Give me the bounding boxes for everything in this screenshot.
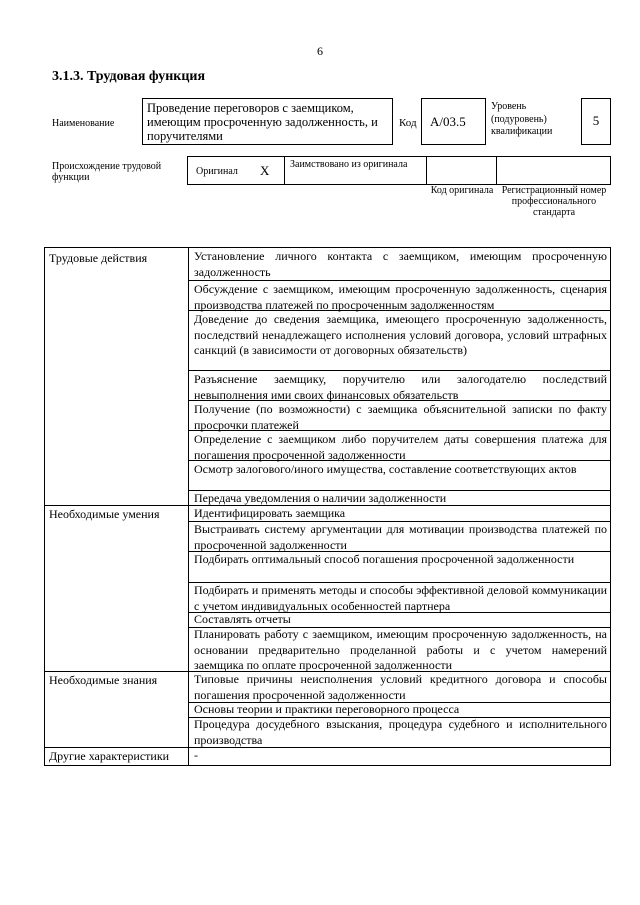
- name-label: Наименование: [52, 118, 115, 129]
- code-original-caption: Код оригинала: [430, 185, 494, 196]
- section-title: 3.1.3. Трудовая функция: [52, 69, 206, 84]
- labor-action-item: Определение с заемщиком либо поручителем даты совершения платежа для погашения просроченной задолженности: [194, 432, 607, 462]
- skill-item: Выстраивать систему аргументации для мотивации производства платежей по просроченной задолженности: [194, 522, 607, 552]
- labor-action-item: Передача уведомления о наличии задолженности: [194, 491, 447, 505]
- origin-row: [187, 156, 611, 185]
- original-label: Оригинал: [196, 166, 238, 177]
- knowledge-item: Типовые причины неисполнения условий кредитного договора и способы погашения просроченной задолженности: [194, 672, 607, 702]
- labor-action-item: Получение (по возможности) с заемщика объяснительной записки по факту просрочки платежей: [194, 402, 607, 432]
- page-number: 6: [317, 44, 323, 58]
- code-original-cell: [427, 157, 497, 184]
- skill-item: Подбирать и применять методы и способы эффективной деловой коммуникации с учетом индивидуальных особенностей партнера: [194, 583, 607, 613]
- knowledge-item: Процедура досудебного взыскания, процедура судебного и исполнительного производства: [194, 717, 607, 747]
- code-box: A/03.5: [421, 98, 486, 145]
- skill-item: Идентифицировать заемщика: [194, 506, 346, 520]
- labor-action-item: Установление личного контакта с заемщиком, имеющим просроченную задолженность: [194, 249, 607, 279]
- labor-actions-label: Трудовые действия: [49, 251, 148, 265]
- level-box: 5: [581, 98, 611, 145]
- labor-action-item: Обсуждение с заемщиком, имеющим просроченную задолженность, сценария производства платежей по просроченным задолженностям: [194, 282, 607, 312]
- borrowed-label: Заимствовано из оригинала: [290, 159, 408, 170]
- other-label: Другие характеристики: [49, 749, 170, 763]
- reg-number-caption: Регистрационный номер профессионального стандарта: [501, 185, 607, 218]
- origin-label: Происхождение трудовой функции: [52, 161, 162, 183]
- original-mark: X: [260, 163, 270, 178]
- labor-action-item: Разъяснение заемщику, поручителю или залогодателю последствий невыполнения ими своих финансовых обязательств: [194, 372, 607, 402]
- skill-item: Планировать работу с заемщиком, имеющим просроченную задолженность, на основании предварительно проделанной работы и с учетом намерений заемщика по оплате просроченной задолженности: [194, 627, 607, 672]
- other-value: -: [194, 748, 198, 762]
- code-label: Код: [399, 117, 417, 129]
- labor-action-item: Доведение до сведения заемщика, имеющего просроченную задолженность, последствий ненадлежащего исполнения условий договора, условий штрафных санкций (в зависимости от договорных обязательств): [194, 312, 607, 357]
- original-cell: [188, 157, 285, 184]
- knowledge-label: Необходимые знания: [49, 673, 158, 687]
- level-label: Уровень (подуровень) квалификации: [491, 101, 553, 137]
- knowledge-item: Основы теории и практики переговорного процесса: [194, 702, 460, 716]
- reg-number-cell: [497, 157, 610, 184]
- function-name-box: Проведение переговоров с заемщиком, имеющим просроченную задолженность, и поручителями: [142, 98, 393, 145]
- skill-item: Подбирать оптимальный способ погашения просроченной задолженности: [194, 552, 575, 566]
- borrowed-cell: [285, 157, 427, 184]
- skills-label: Необходимые умения: [49, 507, 160, 521]
- labor-action-item: Осмотр залогового/иного имущества, составление соответствующих актов: [194, 462, 577, 476]
- skill-item: Составлять отчеты: [194, 612, 291, 626]
